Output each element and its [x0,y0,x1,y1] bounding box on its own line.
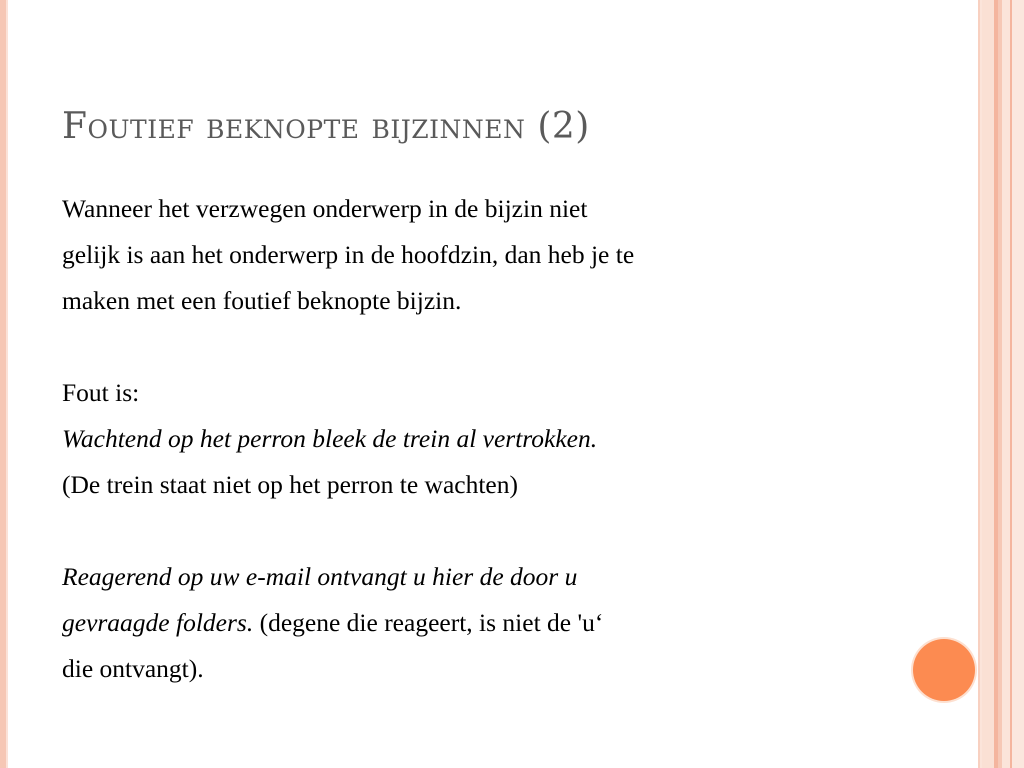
slide-title: Foutief beknopte bijzinnen (2) [62,106,590,147]
example-explanation: (De trein staat niet op het perron te wachten) [62,470,518,499]
stripe [1012,0,1024,768]
example-sentence: Reagerend op uw e-mail ontvangt u hier de door u [62,562,578,591]
spacer [62,324,892,370]
slide-body [62,186,892,692]
spacer [62,508,892,554]
body-line: gelijk is aan het onderwerp in de hoofdzin, dan heb je te [62,240,635,269]
right-stripe-decoration [978,0,1024,768]
example-sentence-end: gevraagde folders. [62,608,254,637]
example-label: Fout is: [62,378,140,407]
stripe [982,0,994,768]
example-line [62,600,892,646]
body-line: maken met een foutief beknopte bijzin. [62,286,462,315]
example-explanation: (degene die reageert, is niet de 'u‘ [253,608,604,637]
body-line: Wanneer het verzwegen onderwerp in de bijzin niet [62,194,588,223]
example-sentence: Wachtend op het perron bleek de trein al vertrokken. [62,424,598,453]
accent-circle-decoration [913,639,975,701]
example-explanation: die ontvangt). [62,654,204,683]
stripe [1002,0,1010,768]
left-border-decoration [0,0,6,768]
